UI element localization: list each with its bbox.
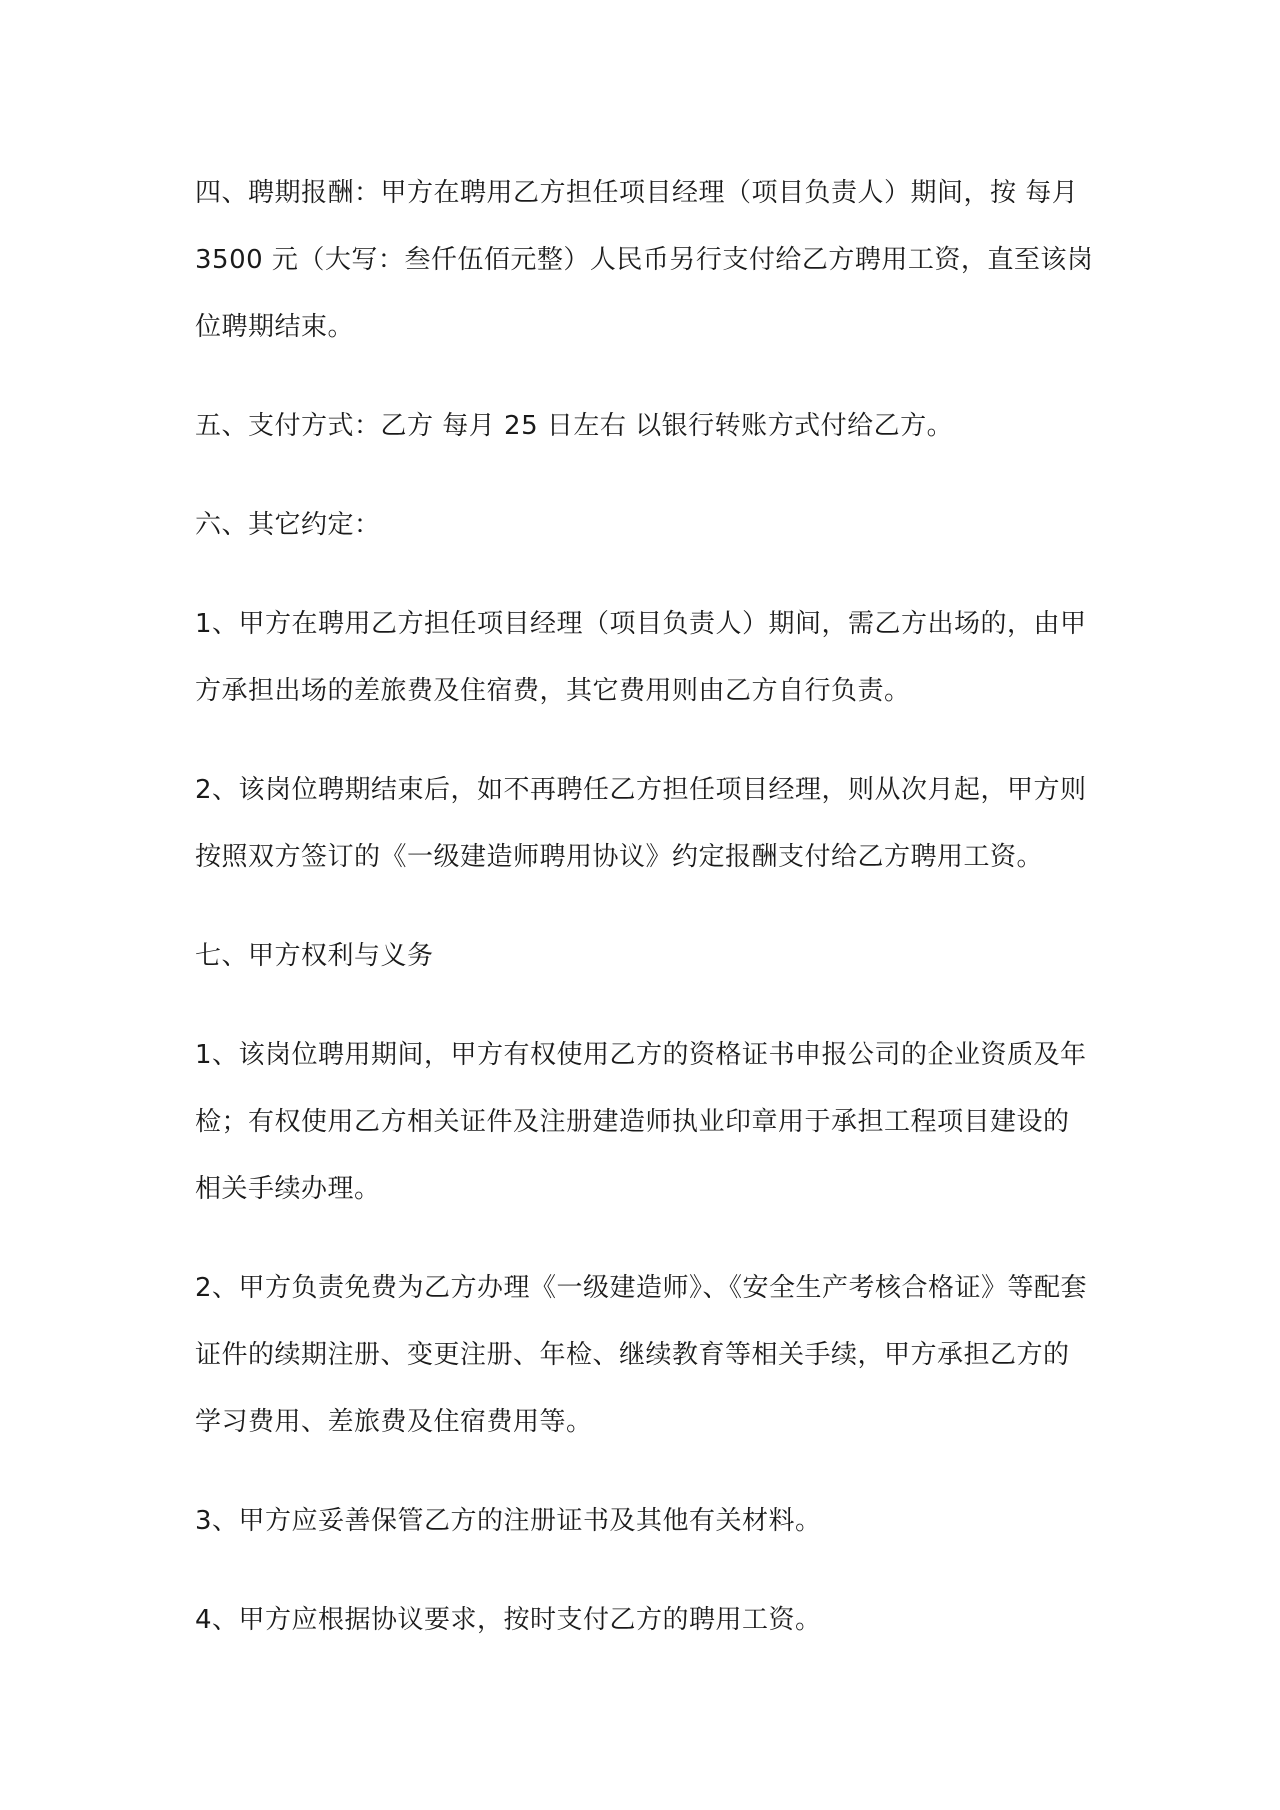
- section-7-heading: 七、甲方权利与义务: [195, 941, 434, 971]
- section-7-item-4: 4、甲方应根据协议要求，按时支付乙方的聘用工资。: [195, 1605, 822, 1635]
- section-7-item-2: 2、甲方负责免费为乙方办理《一级建造师》、《安全生产考核合格证》等配套证件的续期注册、变更注册、年检、继续教育等相关手续，甲方承担乙方的学习费用、差旅费及住宿费用等。: [195, 1273, 1088, 1437]
- section-6-item-2: 2、该岗位聘期结束后，如不再聘任乙方担任项目经理，则从次月起，甲方则按照双方签订的《一级建造师聘用协议》约定报酬支付给乙方聘用工资。: [195, 775, 1087, 872]
- section-5-payment-method: 五、支付方式：乙方 每月 25 日左右 以银行转账方式付给乙方。: [195, 411, 954, 441]
- section-6-heading: 六、其它约定：: [195, 510, 381, 540]
- section-6-item-1: 1、甲方在聘用乙方担任项目经理（项目负责人）期间，需乙方出场的，由甲方承担出场的差旅费及住宿费，其它费用则由乙方自行负责。: [195, 609, 1087, 706]
- section-4-remuneration: 四、聘期报酬：甲方在聘用乙方担任项目经理（项目负责人）期间，按 每月 3500 元（大写：叁仟伍佰元整）人民币另行支付给乙方聘用工资，直至该岗位聘期结束。: [195, 178, 1094, 342]
- section-7-item-1: 1、该岗位聘用期间，甲方有权使用乙方的资格证书申报公司的企业资质及年检；有权使用乙方相关证件及注册建造师执业印章用于承担工程项目建设的相关手续办理。: [195, 1040, 1087, 1204]
- document-page: [195, 160, 1095, 1686]
- section-7-item-3: 3、甲方应妥善保管乙方的注册证书及其他有关材料。: [195, 1506, 822, 1536]
